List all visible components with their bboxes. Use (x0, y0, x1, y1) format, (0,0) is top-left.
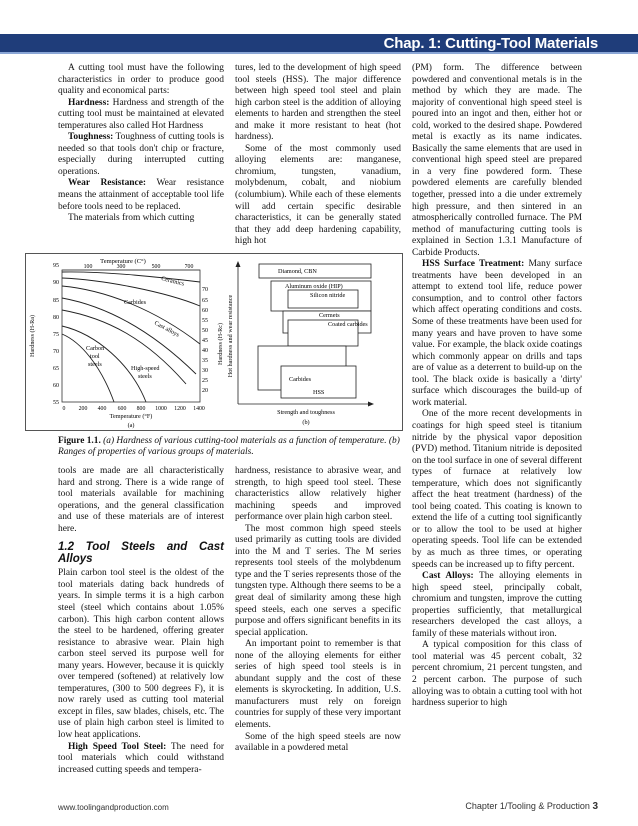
left-ticks (53, 263, 59, 406)
right-tick: 50 (202, 328, 208, 334)
left-tick: 65 (53, 366, 59, 372)
panel-label-a: (a) (127, 422, 135, 429)
paragraph: Some of the most commonly used alloying elements are: manganese, chromium, tungsten, vanadium, molybdenum, cobalt, and niobium (columbium). While each of these elements will add certain specific desirable characteristics, it can be generally stated that they add deep hardening capability, high hot (235, 143, 401, 247)
figure-svg (26, 254, 402, 430)
left-tick: 80 (53, 315, 59, 321)
curves (62, 272, 200, 402)
figure-1-1 (25, 253, 403, 431)
footer-chapter (465, 801, 598, 812)
left-axis-title: Hardness (H-Ra) (29, 314, 36, 358)
right-tick: 65 (202, 298, 208, 304)
right-axis-title: Hardness (H-Rc) (217, 322, 224, 366)
paragraph: The most common high speed steels used primarily as cutting tools are divided into the M and T series. The M series represents tool steels of the molybdenum type and the T series represents those of the tungsten type. Although there seems to be a great deal of similarity among these high speed steels, each one serves a specific purpose and offers significant benefits in its special application. (235, 523, 401, 638)
left-tick: 60 (53, 383, 59, 389)
top-tick: 700 (184, 264, 194, 270)
bottom-axis-title: Temperature (°F) (109, 413, 153, 420)
top-tick: 100 (83, 264, 93, 270)
label-cermets: Cermets (319, 312, 340, 319)
term-toughness: Toughness: (68, 132, 114, 143)
left-tick: 70 (53, 349, 59, 355)
label-cast-alloys: Cast alloys (153, 319, 181, 339)
right-tick: 60 (202, 308, 208, 314)
bottom-tick: 600 (117, 406, 127, 412)
figure-panel-b (227, 261, 374, 426)
label-hss-1: High-speed (131, 365, 160, 372)
top-axis-title: Temperature (C°) (100, 258, 146, 265)
left-tick: 90 (53, 280, 59, 286)
chapter-title: Chap. 1: Cutting-Tool Materials (383, 35, 598, 52)
label-carbon-2: tool (90, 353, 100, 360)
lower-column-1 (58, 466, 224, 776)
label-coated-carbides: Coated carbides (328, 321, 368, 328)
caption-text: (a) Hardness of various cutting-tool materials as a function of temperature. (b) Ranges of properties of various groups of materials. (58, 436, 400, 458)
right-tick: 35 (202, 358, 208, 364)
top-tick: 500 (151, 264, 161, 270)
label-silicon-nitride: Silicon nitride (310, 292, 346, 299)
paragraph-wear (58, 178, 224, 213)
label-ceramics: Ceramics (160, 275, 185, 288)
upper-column-2 (235, 63, 401, 248)
page-number: 3 (592, 801, 598, 812)
paragraph: One of the more recent developments in coatings for high speed steel is titanium nitride by the physical vapor deposition (PVD) method. Titanium nitride is deposited on the tool surface in one of several different types of furnace at relatively low temperature, which does not significantly affect the heat treatment (hardness) of the tool being coated. This coating is known to extend the life of a cutting tool significantly or to allow the tool to be used at higher operating speeds. Tool life can be extended by as much as three times, or operating speeds can be increased up to fifty percent. (412, 409, 582, 570)
paragraph: An important point to remember is that none of the alloying elements for either series of high speed tool steels is in abundant supply and the cost of these elements is skyrocketing. In addition, U.S. manufacturers must rely on foreign countries for supply of these very important elements. (235, 639, 401, 731)
right-tick: 70 (202, 287, 208, 293)
panel-label-b: (b) (302, 419, 310, 426)
paragraph: tools are made are all characteristically hard and strong. There is a wide range of tool materials available for machining operations, and the general classification and use of these materials are of interest here. (58, 466, 224, 534)
label-carbides: Carbides (289, 376, 311, 383)
left-tick: 75 (53, 332, 59, 338)
right-tick: 40 (202, 348, 208, 354)
header-stripe (0, 52, 638, 54)
paragraph-toughness (58, 132, 224, 178)
right-tick: 45 (202, 338, 208, 344)
section-heading: 1.2 Tool Steels and Cast Alloys (58, 541, 224, 565)
text: The alloying elements in high speed steel, principally cobalt, chromium and tungsten, improve the cutting properties sufficiently, that metallurgical researchers developed the cast alloys, a family of these materials without iron. (412, 571, 582, 639)
bottom-tick: 0 (62, 406, 66, 412)
paragraph-hardness (58, 98, 224, 133)
right-ticks (202, 287, 208, 394)
label-carbon-1: Carbon (86, 345, 105, 352)
left-tick: 95 (53, 263, 59, 269)
right-tick: 20 (202, 388, 208, 394)
figure-panel-a (29, 258, 224, 429)
text: The need for tool materials which could withstand increased cutting speeds and tempera- (58, 741, 225, 775)
b-y-axis-title: Hot hardness and wear resistance (227, 294, 234, 378)
term-hardness: Hardness: (68, 97, 110, 108)
paragraph: hardness, resistance to abrasive wear, and strength, to high speed tool steel. These characteristics allow relatively higher machining speeds and improved performance over plain high carbon steel. (235, 466, 401, 523)
right-tick: 30 (202, 368, 208, 374)
paragraph-cast-alloys (412, 571, 582, 640)
bottom-tick: 400 (97, 406, 107, 412)
bottom-tick: 800 (136, 406, 146, 412)
left-tick: 85 (53, 298, 59, 304)
text: Wear resistance means the attainment of acceptable tool life before tools need to be replaced. (58, 178, 224, 212)
paragraph: A typical composition for this class of tool material was 45 percent cobalt, 32 percent chromium, 21 percent tungsten, and 2 percent carbon. The purpose of such alloying was to obtain a cutting tool with hot hardness superior to high (412, 640, 582, 709)
paragraph-hsts (58, 742, 224, 777)
lower-column-2 (235, 466, 401, 755)
term-wear-resistance: Wear Resistance: (68, 178, 147, 189)
term-cast-alloys: Cast Alloys: (422, 571, 474, 582)
right-tick: 25 (202, 378, 208, 384)
label-diamond-cbn: Diamond, CBN (278, 268, 317, 275)
text: Hardness and strength of the cutting tool must be maintained at elevated temperatures also called Hot Hardness (58, 97, 224, 131)
paragraph: Some of the high speed steels are now available in a powdered metal (235, 731, 401, 754)
term-hss-surface-treatment: HSS Surface Treatment: (422, 259, 525, 270)
paragraph: tures, led to the development of high speed tool steels (HSS). The major difference between high speed tool steel and plain high carbon steel is the addition of alloying elements to harden and strengthen the steel and make it more resistant to heat (hot hardness). (235, 63, 401, 143)
figure-caption (58, 436, 403, 459)
left-tick: 55 (53, 400, 59, 406)
upper-column-1 (58, 63, 224, 225)
text: Many surface treatments have been developed in an attempt to extend tool life, reduce power consumption, and to control other factors which affect operating conditions and costs. Some of these treatments have been used for many years and have proven to have some value. For example, the black oxide coatings which commonly appear on drills and taps are of value as a deterrent to build-up on the tool. The black oxide is basically a 'dirty' surface which discourages the build-up of work material. (412, 259, 583, 408)
label-carbon-3: steels (88, 361, 102, 368)
right-tick: 55 (202, 318, 208, 324)
footer-url: www.toolingandproduction.com (58, 803, 169, 812)
label-carbides: Carbides (124, 299, 146, 306)
bottom-tick: 1000 (155, 406, 167, 412)
right-column (412, 63, 582, 710)
top-tick: 300 (116, 264, 126, 270)
bottom-ticks (63, 406, 205, 412)
bottom-tick: 1400 (193, 406, 205, 412)
label-aluminum-oxide: Aluminum oxide (HIP) (285, 283, 343, 290)
bottom-tick: 1200 (174, 406, 186, 412)
paragraph: The materials from which cutting (68, 213, 195, 224)
term-high-speed-tool-steel: High Speed Tool Steel: (68, 741, 167, 752)
label-hss-2: steels (138, 373, 152, 380)
footer-chapter-label: Chapter 1/Tooling & Production (465, 801, 590, 811)
text: Toughness of cutting tools is needed so that tools don't chip or fracture, especially during interrupted cutting operations. (58, 132, 224, 177)
paragraph: (PM) form. The difference between powdered and conventional metals is in the method by which they are made. The majority of conventional high speed steel is poured into an ingot and then, either hot or cold, worked to the desired shape. Powdered metal is exactly as its name indicates. Basically the same elements that are used in conventional high speed steel are prepared in a very fine powdered form. These powdered elements are carefully blended together, pressed into a die under extremely high pressure, and then sintered in an atmospherically controlled furnace. The PM method of manufacturing cutting tools is explained in Section 1.3.1 Manufacture of Carbide Products. (412, 63, 582, 258)
label-hss: HSS (313, 389, 325, 396)
caption-label: Figure 1.1. (58, 436, 101, 446)
paragraph: Plain carbon tool steel is the oldest of the tool materials dating back hundreds of years. In simple terms it is a high carbon steel (steel which contains about 1.05% carbon). This high carbon content allows the steel to be hardened, offering greater resistance to abrasive wear. Plain high carbon steel served its purpose well for many years. However, because it is quickly over tempered (softened) at relatively low temperatures, (300 to 500 degrees F), it is now rarely used as cutting tool material except in files, saw blades, chisels, etc. The use of plain high carbon steel is limited to low heat applications. (58, 568, 224, 741)
b-x-axis-title: Strength and toughness (277, 409, 335, 416)
paragraph-hss-surface (412, 259, 582, 409)
bottom-tick: 200 (78, 406, 88, 412)
paragraph: A cutting tool must have the following characteristics in order to produce good quality and economical parts: (58, 63, 224, 97)
